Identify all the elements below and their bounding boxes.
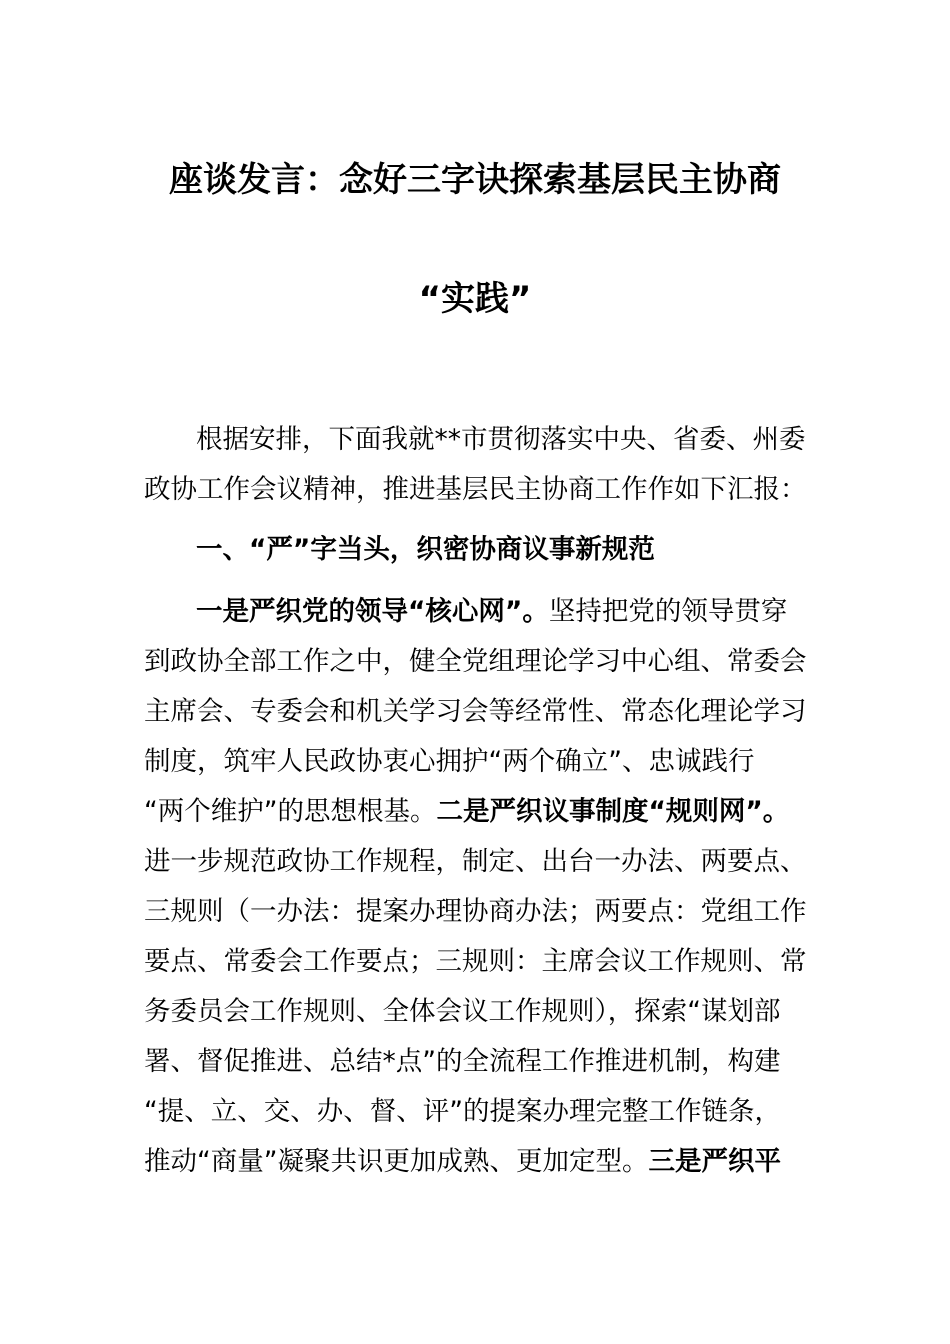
- point-1-heading: 一是严织党的领导“核心网”。: [196, 596, 549, 627]
- document-title-line-2: “实践”: [418, 279, 532, 319]
- paragraph-line-8: 要点、常委会工作要点；三规则：主席会议工作规则、常: [144, 946, 807, 977]
- point-2-heading: 二是严织议事制度“规则网”。: [436, 796, 790, 827]
- paragraph-line-7: 三规则（一办法：提案办理协商办法；两要点：党组工作: [144, 896, 807, 927]
- paragraph-line-10: 署、督促推进、总结*点”的全流程工作推进机制，构建: [144, 1046, 781, 1077]
- document-title-line-1: 座谈发言：念好三字诀探索基层民主协商: [169, 160, 781, 200]
- paragraph-line-4: 制度，筑牢人民政协衷心拥护“两个确立”、忠诚践行: [144, 746, 755, 777]
- paragraph-line-6: 进一步规范政协工作规程，制定、出台一办法、两要点、: [144, 846, 807, 877]
- paragraph-line-2: 到政协全部工作之中，健全党组理论学习中心组、常委会: [144, 646, 807, 677]
- point-1-text: 坚持把党的领导贯穿: [548, 596, 788, 627]
- paragraph-line-12: [144, 1145, 781, 1179]
- paragraph-line-9: 务委员会工作规则、全体会议工作规则），探索“谋划部: [144, 996, 781, 1027]
- section-heading-1: 一、“严”字当头，织密协商议事新规范: [196, 534, 655, 565]
- point-2-text-end: 推动“商量”凝聚共识更加成熟、更加定型。: [144, 1146, 649, 1177]
- paragraph-line-5: [144, 795, 789, 829]
- intro-line-1: 根据安排，下面我就**市贯彻落实中央、省委、州委: [196, 424, 806, 455]
- point-1-text-end: “两个维护”的思想根基。: [144, 796, 437, 827]
- point-3-heading: 三是严织平: [648, 1146, 781, 1177]
- intro-line-2: 政协工作会议精神，推进基层民主协商工作作如下汇报：: [144, 474, 807, 505]
- paragraph-line-11: “提、立、交、办、督、评”的提案办理完整工作链条，: [144, 1096, 781, 1127]
- paragraph-line-1: [196, 595, 787, 629]
- paragraph-line-3: 主席会、专委会和机关学习会等经常性、常态化理论学习: [144, 696, 807, 727]
